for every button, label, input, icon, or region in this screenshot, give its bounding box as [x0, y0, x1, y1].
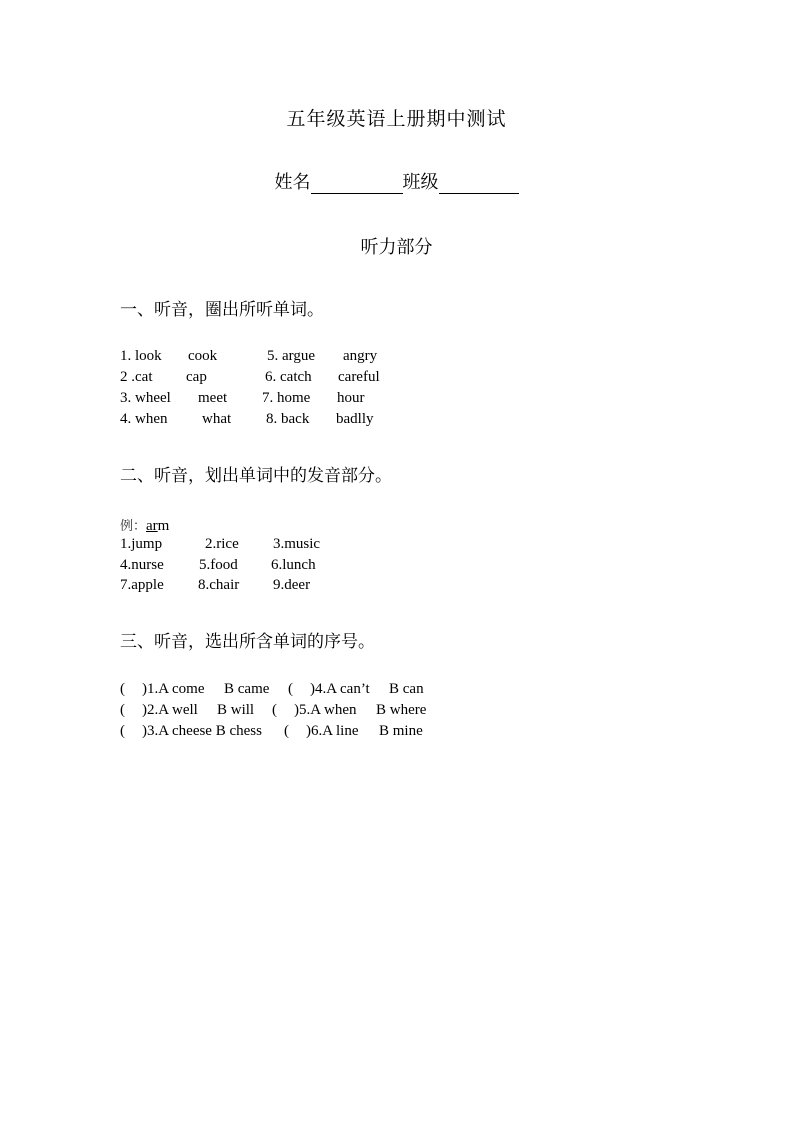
- part2-r2c0: 7.apple: [120, 577, 164, 593]
- part3-r1-q1-b: B will: [217, 702, 255, 718]
- part1-r1c2: 6. catch: [265, 369, 312, 385]
- part2-r0c1: 2.rice: [205, 536, 239, 552]
- name-blank[interactable]: [311, 173, 403, 194]
- part2-r2c2: 9.deer: [273, 577, 311, 593]
- part1-r0c0: 1. look: [120, 348, 162, 364]
- part1-r3c3: badlly: [336, 411, 374, 427]
- part3-r2-q2: )6.A line: [306, 723, 359, 739]
- class-blank[interactable]: [439, 173, 519, 194]
- part2-example: [120, 515, 169, 535]
- part1-r2c1: meet: [198, 390, 228, 406]
- example-label: 例：: [120, 519, 147, 534]
- part1-r3c2: 8. back: [266, 411, 310, 427]
- part1-r0c2: 5. argue: [267, 348, 316, 364]
- part1-r2c3: hour: [337, 390, 365, 406]
- part1-r1c1: cap: [186, 369, 207, 385]
- part2-r2c1: 8.chair: [198, 577, 240, 593]
- part1-r3c1: what: [202, 411, 232, 427]
- part2-r1c1: 5.food: [199, 557, 238, 573]
- section-title: 听力部分: [360, 237, 433, 258]
- part3-r0-q2: )4.A can’t: [310, 681, 370, 697]
- part1-r2c0: 3. wheel: [120, 390, 171, 406]
- part3-r1-q2: )5.A when: [294, 702, 357, 718]
- part3-r1-q1: )2.A well: [142, 702, 198, 718]
- part2-r1c0: 4.nurse: [120, 557, 164, 573]
- part1-r1c0: 2 .cat: [120, 369, 153, 385]
- part1-r3c0: 4. when: [120, 411, 168, 427]
- example-underlined-part: ar: [146, 518, 158, 534]
- part3-r0-q1-b: B came: [224, 681, 270, 697]
- part1-heading: 一、听音，圈出所听单词。: [120, 300, 324, 320]
- part3-r0-q2-b: B can: [389, 681, 424, 697]
- part1-r0c1: cook: [188, 348, 218, 364]
- part1-r2c2: 7. home: [262, 390, 311, 406]
- part3-r1-paren: (: [120, 702, 125, 718]
- part2-r0c2: 3.music: [273, 536, 321, 552]
- part3-r1-q2-b: B where: [376, 702, 427, 718]
- part3-r2-q2-b: B mine: [379, 723, 423, 739]
- part1-r0c3: angry: [343, 348, 378, 364]
- part3-r2-q1: )3.A cheese B chess: [142, 723, 262, 739]
- part2-r0c0: 1.jump: [120, 536, 163, 552]
- part3-heading: 三、听音，选出所含单词的序号。: [120, 632, 375, 652]
- class-label: 班级: [402, 172, 439, 193]
- student-info-line: [0, 168, 793, 194]
- part3-r2-paren2: (: [284, 723, 289, 739]
- example-rest: m: [157, 518, 170, 534]
- part3-r0-paren2: (: [288, 681, 293, 697]
- part3-r0-paren: (: [120, 681, 125, 697]
- part2-r1c2: 6.lunch: [271, 557, 316, 573]
- part2-heading: 二、听音，划出单词中的发音部分。: [120, 466, 392, 486]
- part3-r0-q1: )1.A come: [142, 681, 205, 697]
- document-title: 五年级英语上册期中测试: [286, 108, 507, 130]
- part3-r1-paren2: (: [272, 702, 277, 718]
- part1-r1c3: careful: [338, 369, 380, 385]
- part3-r2-paren: (: [120, 723, 125, 739]
- name-label: 姓名: [274, 172, 311, 193]
